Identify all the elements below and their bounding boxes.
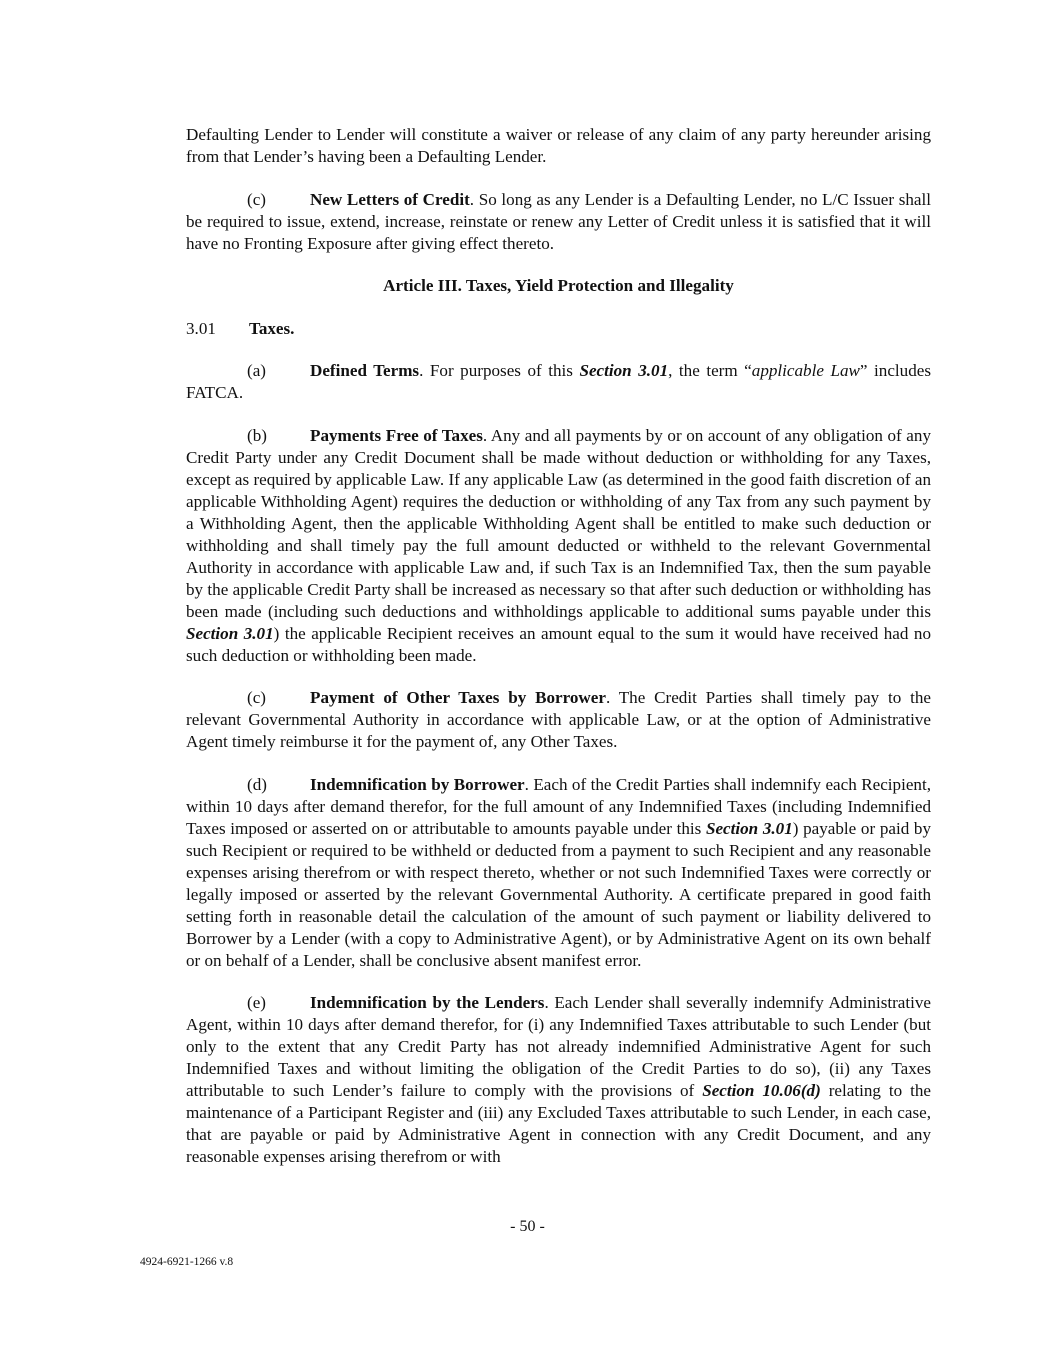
paragraph-text: . Each Lender shall severally indemnify Administrative Agent, within 10 days after demand therefor, for (i) any Indemnified Taxes attributable to such Lender (but only to the extent that any Credit Party has not already indemnified Administrative Agent for such Indemnified Taxes and without limiting the obligation of the Credit Parties to do so), (ii) any Taxes attributable to such Lender’s failure to comply with the provisions of <box>186 993 932 1100</box>
paragraph-indemnification-by-lenders <box>186 992 931 1168</box>
paragraph-label: (b) <box>247 425 267 445</box>
paragraph-title: Payments Free of Taxes <box>310 425 483 445</box>
paragraph-label: (c) <box>247 189 266 209</box>
paragraph-title: Indemnification by Borrower <box>310 774 525 794</box>
paragraph-text: ) the applicable Recipient receives an amount equal to the sum it would have received had no such deduction or withholding been made. <box>186 623 932 665</box>
paragraph-label: (e) <box>247 993 266 1012</box>
paragraph-title: Defined Terms <box>310 361 420 380</box>
article-heading: Article III. Taxes, Yield Protection and Illegality <box>383 276 734 295</box>
paragraph-title: Payment of Other Taxes by Borrower <box>310 688 606 707</box>
section-heading <box>186 318 931 340</box>
paragraph-text: ) payable or paid by such Recipient or required to be withheld or deducted from a payment to such Recipient and any reasonable expenses arising therefrom or with respect thereto, whether or not such Indemnified Taxes were correctly or legally imposed or asserted by the relevant Governmental Authority. A certificate prepared in good faith setting forth in reasonable detail the calculation of the amount of such payment or liability delivered to Borrower by a Lender (with a copy to Administrative Agent), or by Administrative Agent on its own behalf or on behalf of a Lender, shall be conclusive absent manifest error. <box>186 818 931 970</box>
paragraph-label: (c) <box>247 688 266 707</box>
document-body <box>186 124 931 1189</box>
paragraph-text: . So long as any Lender is a Defaulting Lender, no L/C Issuer shall be required to issue, extend, increase, reinstate or renew any Letter of Credit unless it is satisfied that it will have no Fronting Exposure after giving effect thereto. <box>186 189 931 253</box>
section-reference: Section 3.01 <box>705 818 793 838</box>
paragraph-text: . Any and all payments by or on account of any obligation of any Credit Party under any Credit Document shall be made without deduction or withholding for any Taxes, except as required by applicable Law. If any applicable Law (as determined in the good faith discretion of an applicable Withholding Agent) requires the deduction or withholding of any Tax from any such payment by a Withholding Agent, then the applicable Withholding Agent shall be entitled to make such deduction or withholding and shall timely pay the full amount deducted or withheld to the relevant Governmental Authority in accordance with applicable Law and, if such Tax is an Indemnified Tax, then the sum payable by the applicable Credit Party shall be increased as necessary so that after such deduction or withholding has been made (including such deductions and withholdings applicable to additional sums payable under this <box>186 425 931 621</box>
paragraph-new-letters-of-credit <box>186 189 931 255</box>
section-reference: Section 3.01 <box>186 623 274 643</box>
section-reference: Section 10.06(d) <box>702 1081 821 1100</box>
continuation-paragraph <box>186 124 931 168</box>
paragraph-text: , the term “ <box>668 361 752 380</box>
section-reference: Section 3.01 <box>579 361 669 380</box>
paragraph-label: (a) <box>247 361 266 380</box>
page-number: - 50 - <box>510 1218 545 1235</box>
section-number: 3.01 <box>186 318 216 338</box>
paragraph-title: New Letters of Credit <box>310 189 470 209</box>
paragraph-text: . The Credit Parties shall timely pay to the relevant Governmental Authority in accordance with applicable Law, or at the option of Administrative Agent timely reimburse it for the payment of, any Other Taxes. <box>186 688 931 751</box>
paragraph-text: relating to the maintenance of a Participant Register and (iii) any Excluded Taxes attributable to such Lender, in each case, that are payable or paid by Administrative Agent in connection with any Credit Document, and any reasonable expenses arising therefrom or with <box>186 1081 931 1166</box>
paragraph-text: ” includes FATCA. <box>186 361 931 402</box>
paragraph-payments-free-of-taxes <box>186 425 931 667</box>
paragraph-text: . For purposes of this <box>419 361 580 380</box>
paragraph-text: . Each of the Credit Parties shall indemnify each Recipient, within 10 days after demand therefor, for the full amount of any Indemnified Taxes (including Indemnified Taxes imposed or asserted on or attributable to amounts payable under this <box>186 774 931 838</box>
continuation-text: Defaulting Lender to Lender will constitute a waiver or release of any claim of any party hereunder arising from that Lender’s having been a Defaulting Lender. <box>186 125 931 166</box>
paragraph-indemnification-by-borrower <box>186 774 931 972</box>
paragraph-title: Indemnification by the Lenders <box>310 993 545 1012</box>
paragraph-payment-of-other-taxes <box>186 687 931 753</box>
defined-term: applicable Law <box>751 361 860 380</box>
paragraph-label: (d) <box>247 774 267 794</box>
document-id: 4924-6921-1266 v.8 <box>140 1256 234 1268</box>
paragraph-defined-terms <box>186 360 931 404</box>
section-title: Taxes. <box>249 318 295 338</box>
